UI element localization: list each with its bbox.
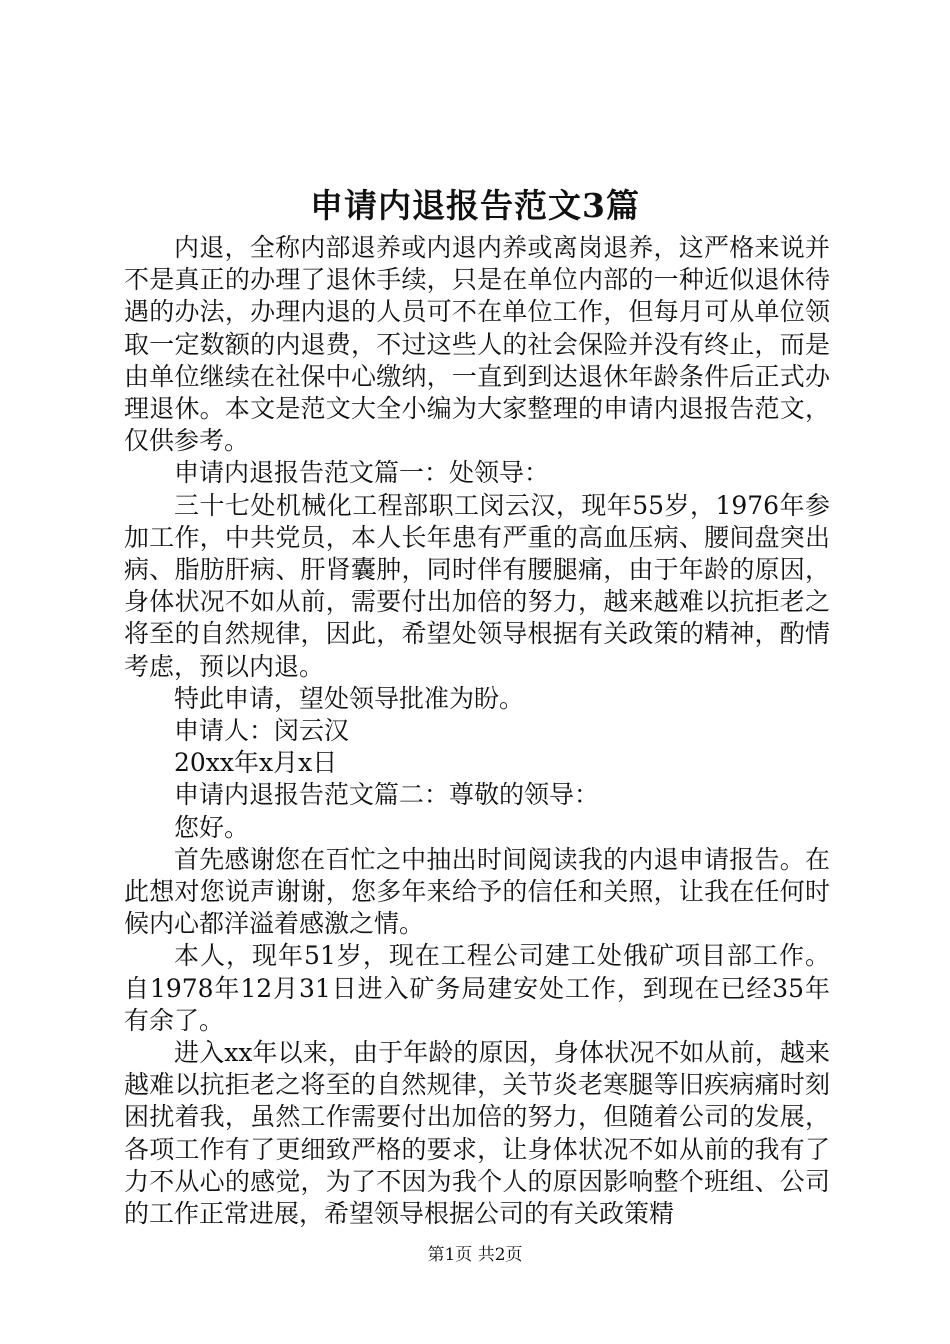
page-number-footer: 第1页 共2页	[427, 1245, 523, 1265]
sample-two-heading: 申请内退报告范文篇二：尊敬的领导：	[174, 780, 600, 810]
sample-two-background-paragraph: 本人，现年51岁，现在工程公司建工处俄矿项目部工作。自1978年12月31日进入矿务局建安处工作，到现在已经35年有余了。	[124, 941, 830, 1035]
sample-one-applicant: 申请人：闵云汉	[174, 716, 350, 746]
intro-paragraph: 内退，全称内部退养或内退内养或离岗退养，这严格来说并不是真正的办理了退休手续，只是在单位内部的一种近似退休待遇的办法，办理内退的人员可不在单位工作，但每月可从单位领取一定数额的内退费，不过这些人的社会保险并没有终止，而是由单位继续在社保中心缴纳，一直到到达退休年龄条件后正式办理退休。本文是范文大全小编为大家整理的申请内退报告范文，仅供参考。	[124, 233, 830, 456]
sample-one-body: 三十七处机械化工程部职工闵云汉，现年55岁，1976年参加工作，中共党员，本人长年患有严重的高血压病、腰间盘突出病、脂肪肝病、肝肾囊肿，同时伴有腰腿痛，由于年龄的原因，身体状况不如从前，需要付出加倍的努力，越来越难以抗拒老之将至的自然规律，因此，希望处领导根据有关政策的精神，酌情考虑，预以内退。	[124, 490, 830, 681]
sample-one-request-line: 特此申请，望处领导批准为盼。	[174, 683, 525, 713]
sample-two-greeting: 您好。	[174, 812, 250, 842]
sample-two-thanks-paragraph: 首先感谢您在百忙之中抽出时间阅读我的内退申请报告。在此想对您说声谢谢，您多年来给予的信任和关照，让我在任何时候内心都洋溢着感激之情。	[124, 844, 830, 939]
sample-two-reason-paragraph: 进入xx年以来，由于年龄的原因，身体状况不如从前，越来越难以抗拒老之将至的自然规律，关节炎老寒腿等旧疾病痛时刻困扰着我，虽然工作需要付出加倍的努力，但随着公司的发展，各项工作有了更细致严格的要求，让身体状况不如从前的我有了力不从心的感觉，为了不因为我个人的原因影响整个班组、公司的工作正常进展，希望领导根据公司的有关政策精	[124, 1038, 830, 1229]
sample-one-date: 20xx年x月x日	[174, 748, 338, 778]
sample-one-heading: 申请内退报告范文篇一：处领导：	[174, 458, 550, 488]
document-body	[124, 232, 830, 1230]
document-title: 申请内退报告范文3篇	[310, 186, 640, 225]
